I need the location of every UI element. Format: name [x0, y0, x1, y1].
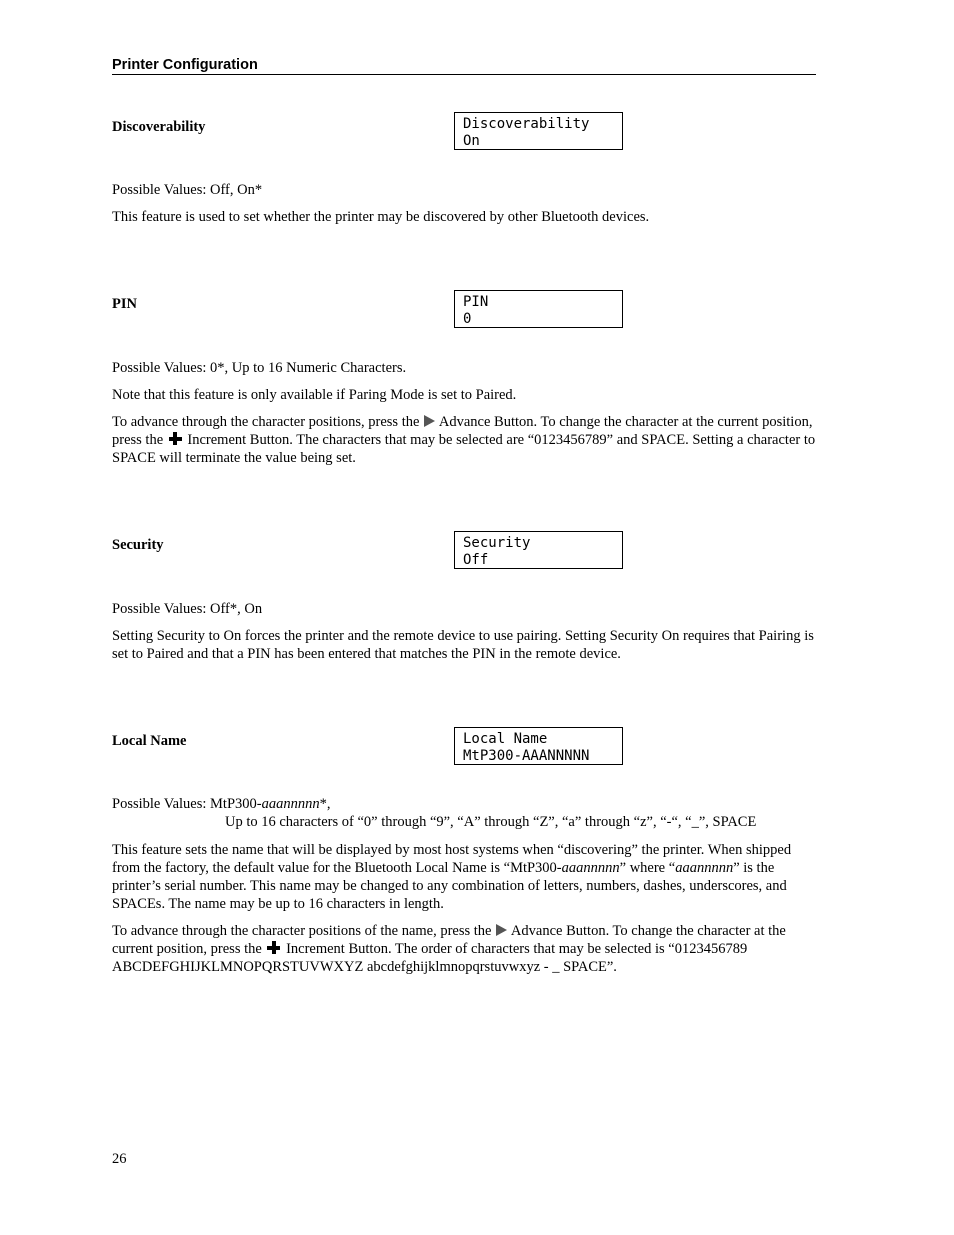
security-lcd-display — [454, 531, 623, 569]
advance-triangle-icon — [496, 924, 507, 936]
pin-instructions — [112, 413, 822, 467]
local-name-lcd-display — [454, 727, 623, 765]
discoverability-lcd-display — [454, 112, 623, 150]
text-run: Increment Button. The order of characters that may be selected is “0123456789 ABCDEFGHIJKLMNOPQRSTUVWXYZ abcdefghijklmnopqrstuvwxyz - _ SPACE”. — [112, 941, 748, 975]
lcd-line-1: Discoverability — [463, 116, 590, 132]
lcd-line-2: 0 — [463, 311, 472, 327]
text-run: Advance Button. To change the character at the current position, press the — [112, 923, 786, 957]
values-line-2: Up to 16 characters of “0” through “9”, “A” through “Z”, “a” through “z”, “-“, “_”, SPACE — [225, 814, 757, 830]
local-name-label: Local Name — [112, 733, 187, 749]
text-run: To advance through the character positions, press the — [112, 414, 424, 430]
increment-plus-icon — [267, 941, 280, 954]
lcd-line-1: Security — [463, 535, 531, 551]
text-run: To advance through the character positions of the name, press the — [112, 923, 496, 939]
serial-placeholder: aaannnnn — [561, 860, 620, 876]
pin-label: PIN — [112, 296, 137, 312]
text-run: This feature sets the name that will be displayed by most host systems when “discovering” the printer. When shipped from the factory, the default value for the Bluetooth Local Name is “MtP300- — [112, 842, 792, 876]
lcd-line-1: PIN — [463, 294, 489, 310]
text-run: ” where “ — [619, 860, 676, 876]
pin-values: Possible Values: 0*, Up to 16 Numeric Characters. — [112, 360, 407, 376]
discoverability-label: Discoverability — [112, 119, 206, 135]
discoverability-description: This feature is used to set whether the printer may be discovered by other Bluetooth devices. — [112, 209, 650, 225]
pin-lcd-display — [454, 290, 623, 328]
increment-plus-icon — [169, 432, 182, 445]
local-name-values — [112, 795, 822, 831]
discoverability-values: Possible Values: Off, On* — [112, 182, 263, 198]
pin-note: Note that this feature is only available if Paring Mode is set to Paired. — [112, 387, 517, 403]
page-number: 26 — [112, 1151, 127, 1167]
page-header: Printer Configuration — [112, 57, 816, 75]
security-values: Possible Values: Off*, On — [112, 601, 263, 617]
security-label: Security — [112, 537, 164, 553]
text-run: Advance Button. To change the character at the current position, press the — [112, 414, 813, 448]
text-run: Increment Button. The characters that may be selected are “0123456789” and SPACE. Setting a character to SPACE will terminate the value being set. — [112, 432, 816, 466]
lcd-line-2: MtP300-AAANNNNN — [463, 748, 590, 764]
serial-placeholder: aaannnnn — [675, 860, 734, 876]
local-name-instructions — [112, 922, 822, 976]
lcd-line-1: Local Name — [463, 731, 548, 747]
security-description: Setting Security to On forces the printer and the remote device to use pairing. Setting Security On requires that Pairing is set to Paired and that a PIN has been entered that matches the PIN in the remote device. — [112, 628, 814, 662]
text-run: Possible Values: MtP300- — [112, 796, 262, 812]
lcd-line-2: On — [463, 133, 480, 149]
text-run: ” is the printer’s serial number. This name may be changed to any combination of letters, numbers, dashes, underscores, and SPACEs. The name may be up to 16 characters in length. — [112, 860, 787, 912]
lcd-line-2: Off — [463, 552, 489, 568]
serial-placeholder: aaannnnn — [261, 796, 320, 812]
local-name-description — [112, 841, 822, 913]
text-run: *, — [319, 796, 331, 812]
advance-triangle-icon — [424, 415, 435, 427]
